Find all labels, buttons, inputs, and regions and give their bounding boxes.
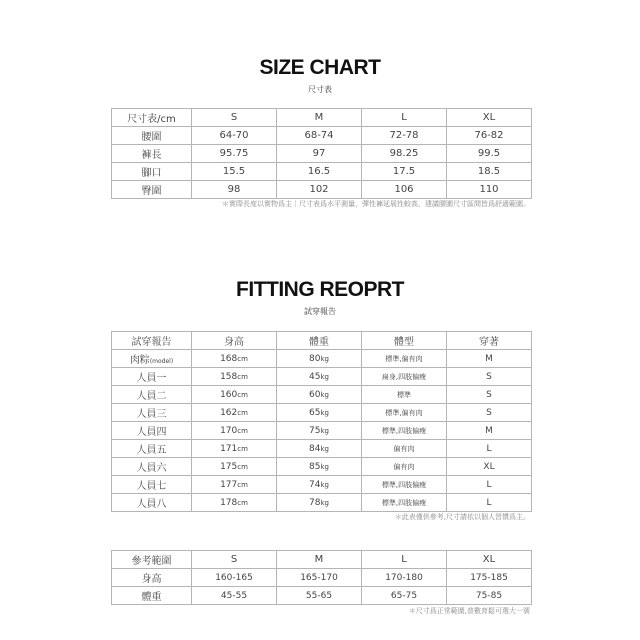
table-cell: 98.25 — [362, 145, 447, 163]
body-type-cell: 偏有肉 — [362, 440, 447, 458]
height-cell — [192, 404, 277, 422]
body-type-cell: 標準,偏有肉 — [362, 404, 447, 422]
header-cell: 試穿報告 — [112, 332, 192, 350]
body-type-cell: 偏有肉 — [362, 458, 447, 476]
height-unit: cm — [237, 444, 248, 453]
weight-unit: kg — [320, 462, 329, 471]
weight-unit: kg — [320, 480, 329, 489]
table-row — [112, 145, 532, 163]
table-cell: 55-65 — [277, 587, 362, 605]
size-chart-title: SIZE CHART — [259, 56, 381, 79]
fitting-header-row — [112, 332, 532, 350]
table-row — [112, 181, 532, 199]
table-row — [112, 458, 532, 476]
weight-value: 84 — [309, 443, 321, 454]
weight-unit: kg — [320, 444, 329, 453]
table-row — [112, 569, 532, 587]
row-label — [112, 404, 192, 422]
height-unit: cm — [237, 408, 248, 417]
header-cell: S — [192, 109, 277, 127]
row-label: 腳口 — [112, 163, 192, 181]
table-cell: 165-170 — [277, 569, 362, 587]
header-cell: 尺寸表/cm — [112, 109, 192, 127]
size-chart-note: ＊實際長度以實物爲主｜尺寸表爲水平測量，彈性褲延展性較高，建議腰圍尺寸區間皆爲舒適範圍。 — [222, 200, 530, 208]
header-cell: L — [362, 109, 447, 127]
height-unit: cm — [237, 462, 248, 471]
weight-value: 85 — [309, 461, 321, 472]
weight-value: 65 — [309, 407, 321, 418]
table-row — [112, 440, 532, 458]
table-cell: 102 — [277, 181, 362, 199]
body-type-cell: 扁身,四肢偏瘦 — [362, 368, 447, 386]
table-row — [112, 386, 532, 404]
table-row — [112, 476, 532, 494]
fitting-report-table — [111, 331, 532, 512]
size-chart-table — [111, 108, 532, 199]
table-cell: 45-55 — [192, 587, 277, 605]
weight-unit: kg — [320, 354, 329, 363]
tester-name: 人員六 — [136, 463, 167, 474]
height-unit: cm — [237, 498, 248, 507]
height-cell — [192, 422, 277, 440]
height-cell — [192, 386, 277, 404]
height-value: 175 — [220, 461, 238, 472]
header-cell: M — [277, 109, 362, 127]
height-value: 168 — [220, 353, 238, 364]
height-value: 178 — [220, 497, 238, 508]
height-unit: cm — [237, 426, 248, 435]
weight-unit: kg — [320, 426, 329, 435]
row-label: 褲長 — [112, 145, 192, 163]
table-row — [112, 422, 532, 440]
weight-cell — [277, 404, 362, 422]
table-cell: 95.75 — [192, 145, 277, 163]
height-cell — [192, 494, 277, 512]
weight-value: 45 — [309, 371, 321, 382]
row-label — [112, 476, 192, 494]
size-worn-cell: XL — [447, 458, 532, 476]
table-cell: 76-82 — [447, 127, 532, 145]
table-cell: 17.5 — [362, 163, 447, 181]
table-cell: 99.5 — [447, 145, 532, 163]
weight-cell — [277, 386, 362, 404]
header-cell: 穿著 — [447, 332, 532, 350]
fitting-report-title: FITTING REOPRT — [236, 278, 404, 301]
row-label — [112, 368, 192, 386]
table-cell: 15.5 — [192, 163, 277, 181]
table-row — [112, 494, 532, 512]
header-cell: 體型 — [362, 332, 447, 350]
height-value: 170 — [220, 425, 238, 436]
height-value: 162 — [220, 407, 238, 418]
tester-name: 人員一 — [136, 373, 167, 384]
row-label — [112, 422, 192, 440]
header-cell: 體重 — [277, 332, 362, 350]
table-row — [112, 350, 532, 368]
reference-header-row — [112, 551, 532, 569]
table-row — [112, 404, 532, 422]
height-unit: cm — [237, 372, 248, 381]
table-cell: 16.5 — [277, 163, 362, 181]
size-chart-header-row — [112, 109, 532, 127]
size-worn-cell: L — [447, 440, 532, 458]
weight-unit: kg — [320, 372, 329, 381]
weight-cell — [277, 476, 362, 494]
table-cell: 160-165 — [192, 569, 277, 587]
table-cell: 170-180 — [362, 569, 447, 587]
table-cell: 72-78 — [362, 127, 447, 145]
weight-cell — [277, 368, 362, 386]
weight-unit: kg — [320, 390, 329, 399]
weight-cell — [277, 350, 362, 368]
table-cell: 98 — [192, 181, 277, 199]
header-cell: L — [362, 551, 447, 569]
body-type-cell: 標準,四肢偏瘦 — [362, 422, 447, 440]
header-cell: 參考範圍 — [112, 551, 192, 569]
table-row — [112, 368, 532, 386]
table-cell: 75-85 — [447, 587, 532, 605]
tester-name: 人員七 — [136, 481, 167, 492]
row-label — [112, 458, 192, 476]
weight-cell — [277, 458, 362, 476]
row-label — [112, 386, 192, 404]
height-cell — [192, 368, 277, 386]
body-type-cell: 標準,四肢偏瘦 — [362, 476, 447, 494]
tester-name: 人員五 — [136, 445, 167, 456]
row-label: 臀圍 — [112, 181, 192, 199]
height-unit: cm — [237, 354, 248, 363]
table-cell: 175-185 — [447, 569, 532, 587]
height-cell — [192, 476, 277, 494]
table-cell: 64-70 — [192, 127, 277, 145]
height-unit: cm — [237, 480, 248, 489]
tester-name: 人員八 — [136, 499, 167, 510]
height-value: 177 — [220, 479, 238, 490]
header-cell: S — [192, 551, 277, 569]
fitting-report-subtitle: 試穿報告 — [304, 307, 336, 316]
body-type-cell: 標準 — [362, 386, 447, 404]
table-cell: 68-74 — [277, 127, 362, 145]
table-row — [112, 587, 532, 605]
table-cell: 65-75 — [362, 587, 447, 605]
reference-note: ＊尺寸爲正常範圍,普數育鬆可選大一號 — [408, 607, 530, 615]
weight-cell — [277, 440, 362, 458]
weight-unit: kg — [320, 408, 329, 417]
fitting-report-note: ＊此表僅供參考,尺寸請依以個人習慣爲主。 — [394, 513, 530, 521]
height-cell — [192, 440, 277, 458]
row-label: 身高 — [112, 569, 192, 587]
model-tag: (model) — [149, 358, 174, 365]
weight-value: 74 — [309, 479, 321, 490]
row-label — [112, 440, 192, 458]
weight-value: 80 — [309, 353, 321, 364]
table-cell: 106 — [362, 181, 447, 199]
height-unit: cm — [237, 390, 248, 399]
height-cell — [192, 458, 277, 476]
body-type-cell: 標準,四肢偏瘦 — [362, 494, 447, 512]
row-label: 腰圍 — [112, 127, 192, 145]
size-chart-subtitle: 尺寸表 — [308, 85, 332, 94]
tester-name: 人員四 — [136, 427, 167, 438]
size-worn-cell: M — [447, 422, 532, 440]
header-cell: XL — [447, 109, 532, 127]
size-worn-cell: M — [447, 350, 532, 368]
table-row — [112, 127, 532, 145]
size-worn-cell: S — [447, 404, 532, 422]
weight-cell — [277, 422, 362, 440]
tester-name: 肉粽 — [129, 355, 150, 366]
body-type-cell: 標準,偏有肉 — [362, 350, 447, 368]
table-cell: 18.5 — [447, 163, 532, 181]
row-label — [112, 494, 192, 512]
height-value: 158 — [220, 371, 238, 382]
table-cell: 110 — [447, 181, 532, 199]
header-cell: 身高 — [192, 332, 277, 350]
weight-cell — [277, 494, 362, 512]
tester-name: 人員二 — [136, 391, 167, 402]
header-cell: XL — [447, 551, 532, 569]
weight-unit: kg — [320, 498, 329, 507]
row-label: 體重 — [112, 587, 192, 605]
header-cell: M — [277, 551, 362, 569]
size-worn-cell: L — [447, 494, 532, 512]
table-cell: 97 — [277, 145, 362, 163]
row-label — [112, 350, 192, 368]
weight-value: 60 — [309, 389, 321, 400]
table-row — [112, 163, 532, 181]
height-value: 160 — [220, 389, 238, 400]
height-cell — [192, 350, 277, 368]
reference-range-table — [111, 550, 532, 605]
height-value: 171 — [220, 443, 238, 454]
size-worn-cell: S — [447, 368, 532, 386]
weight-value: 75 — [309, 425, 321, 436]
size-worn-cell: L — [447, 476, 532, 494]
size-worn-cell: S — [447, 386, 532, 404]
weight-value: 78 — [309, 497, 321, 508]
tester-name: 人員三 — [136, 409, 167, 420]
